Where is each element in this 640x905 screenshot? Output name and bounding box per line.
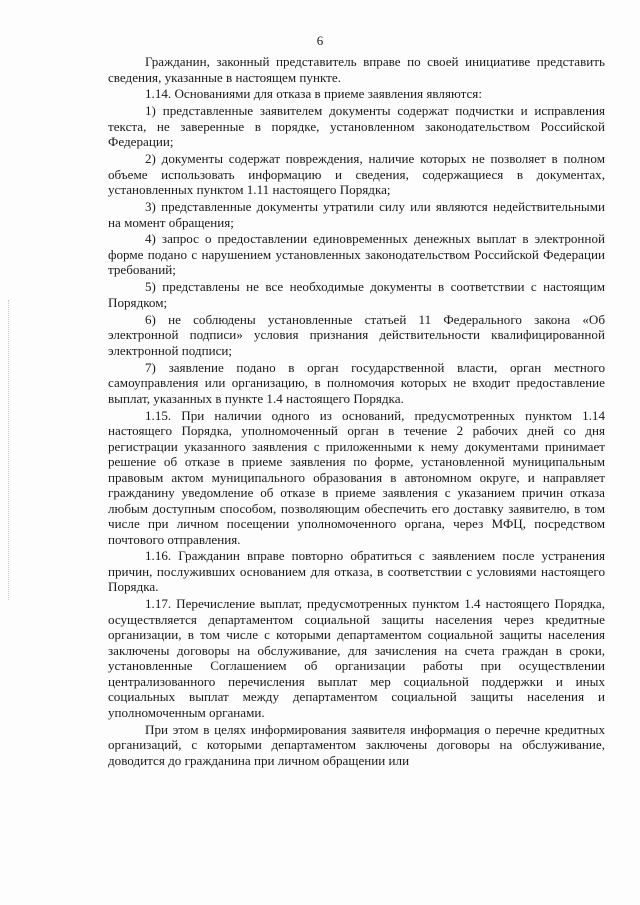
paragraph-1-16: 1.16. Гражданин вправе повторно обратиться с заявлением после устранения причин, послуживших основанием для отказа, в соответствии с условиями настоящего Порядка. — [108, 548, 605, 595]
list-item-4: 4) запрос о предоставлении единовременных денежных выплат в электронной форме подано с нарушением установленных законодательством Российской Федерации требований; — [108, 231, 605, 278]
list-item-7: 7) заявление подано в орган государственной власти, орган местного самоуправления или организацию, в полномочия которых не входит предоставление выплат, указанных в пункте 1.4 настоящего Порядка. — [108, 359, 605, 406]
paragraph-1-15: 1.15. При наличии одного из оснований, предусмотренных пунктом 1.14 настоящего Порядка, уполномоченный орган в течение 2 рабочих дней со дня регистрации указанного заявления с приложенными к нему документами принимает решение об отказе в приеме заявления по форме, установленной муниципальным правовым актом муниципального образования в автономном округе, и направляет гражданину уведомление об отказе в приеме заявления с указанием причин отказа любым доступным способом, позволяющим обеспечить его доставку заявителю, в том числе при личном посещении уполномоченного органа, через МФЦ, посредством почтового отправления. — [108, 407, 605, 547]
paragraph-informing: При этом в целях информирования заявителя информация о перечне кредитных организаций, с которыми департаментом заключены договоры на обслуживание, доводится до гражданина при личном обращении или — [108, 721, 605, 768]
scan-edge-mark — [8, 300, 11, 600]
list-item-3: 3) представленные документы утратили силу или являются недействительными на момент обращения; — [108, 199, 605, 230]
paragraph-representative-right: Гражданин, законный представитель вправе по своей инициативе представить сведения, указанные в настоящем пункте. — [108, 54, 605, 85]
page-number: 6 — [316, 33, 324, 48]
document-body — [108, 54, 605, 770]
paragraph-1-17: 1.17. Перечисление выплат, предусмотренных пунктом 1.4 настоящего Порядка, осуществляется департаментом социальной защиты населения через кредитные организации, в том числе с которыми департаментом социальной защиты населения заключены договоры на обслуживание, для зачисления на счета граждан в сроки, установленные Соглашением об организации работы при осуществлении централизованного перечисления выплат мер социальной поддержки и иных социальных выплат между департаментом социальной защиты населения и уполномоченным органами. — [108, 596, 605, 720]
list-item-5: 5) представлены не все необходимые документы в соответствии с настоящим Порядком; — [108, 279, 605, 310]
list-item-1: 1) представленные заявителем документы содержат подчистки и исправления текста, не заверенные в порядке, установленном законодательством Российской Федерации; — [108, 103, 605, 150]
paragraph-1-14-heading: 1.14. Основаниями для отказа в приеме заявления являются: — [145, 86, 482, 102]
list-item-6: 6) не соблюдены установленные статьей 11 Федерального закона «Об электронной подписи» условия признания действительности квалифицированной электронной подписи; — [108, 311, 605, 358]
list-item-2: 2) документы содержат повреждения, наличие которых не позволяет в полном объеме использовать информацию и сведения, содержащиеся в документах, установленных пунктом 1.11 настоящего Порядка; — [108, 151, 605, 198]
